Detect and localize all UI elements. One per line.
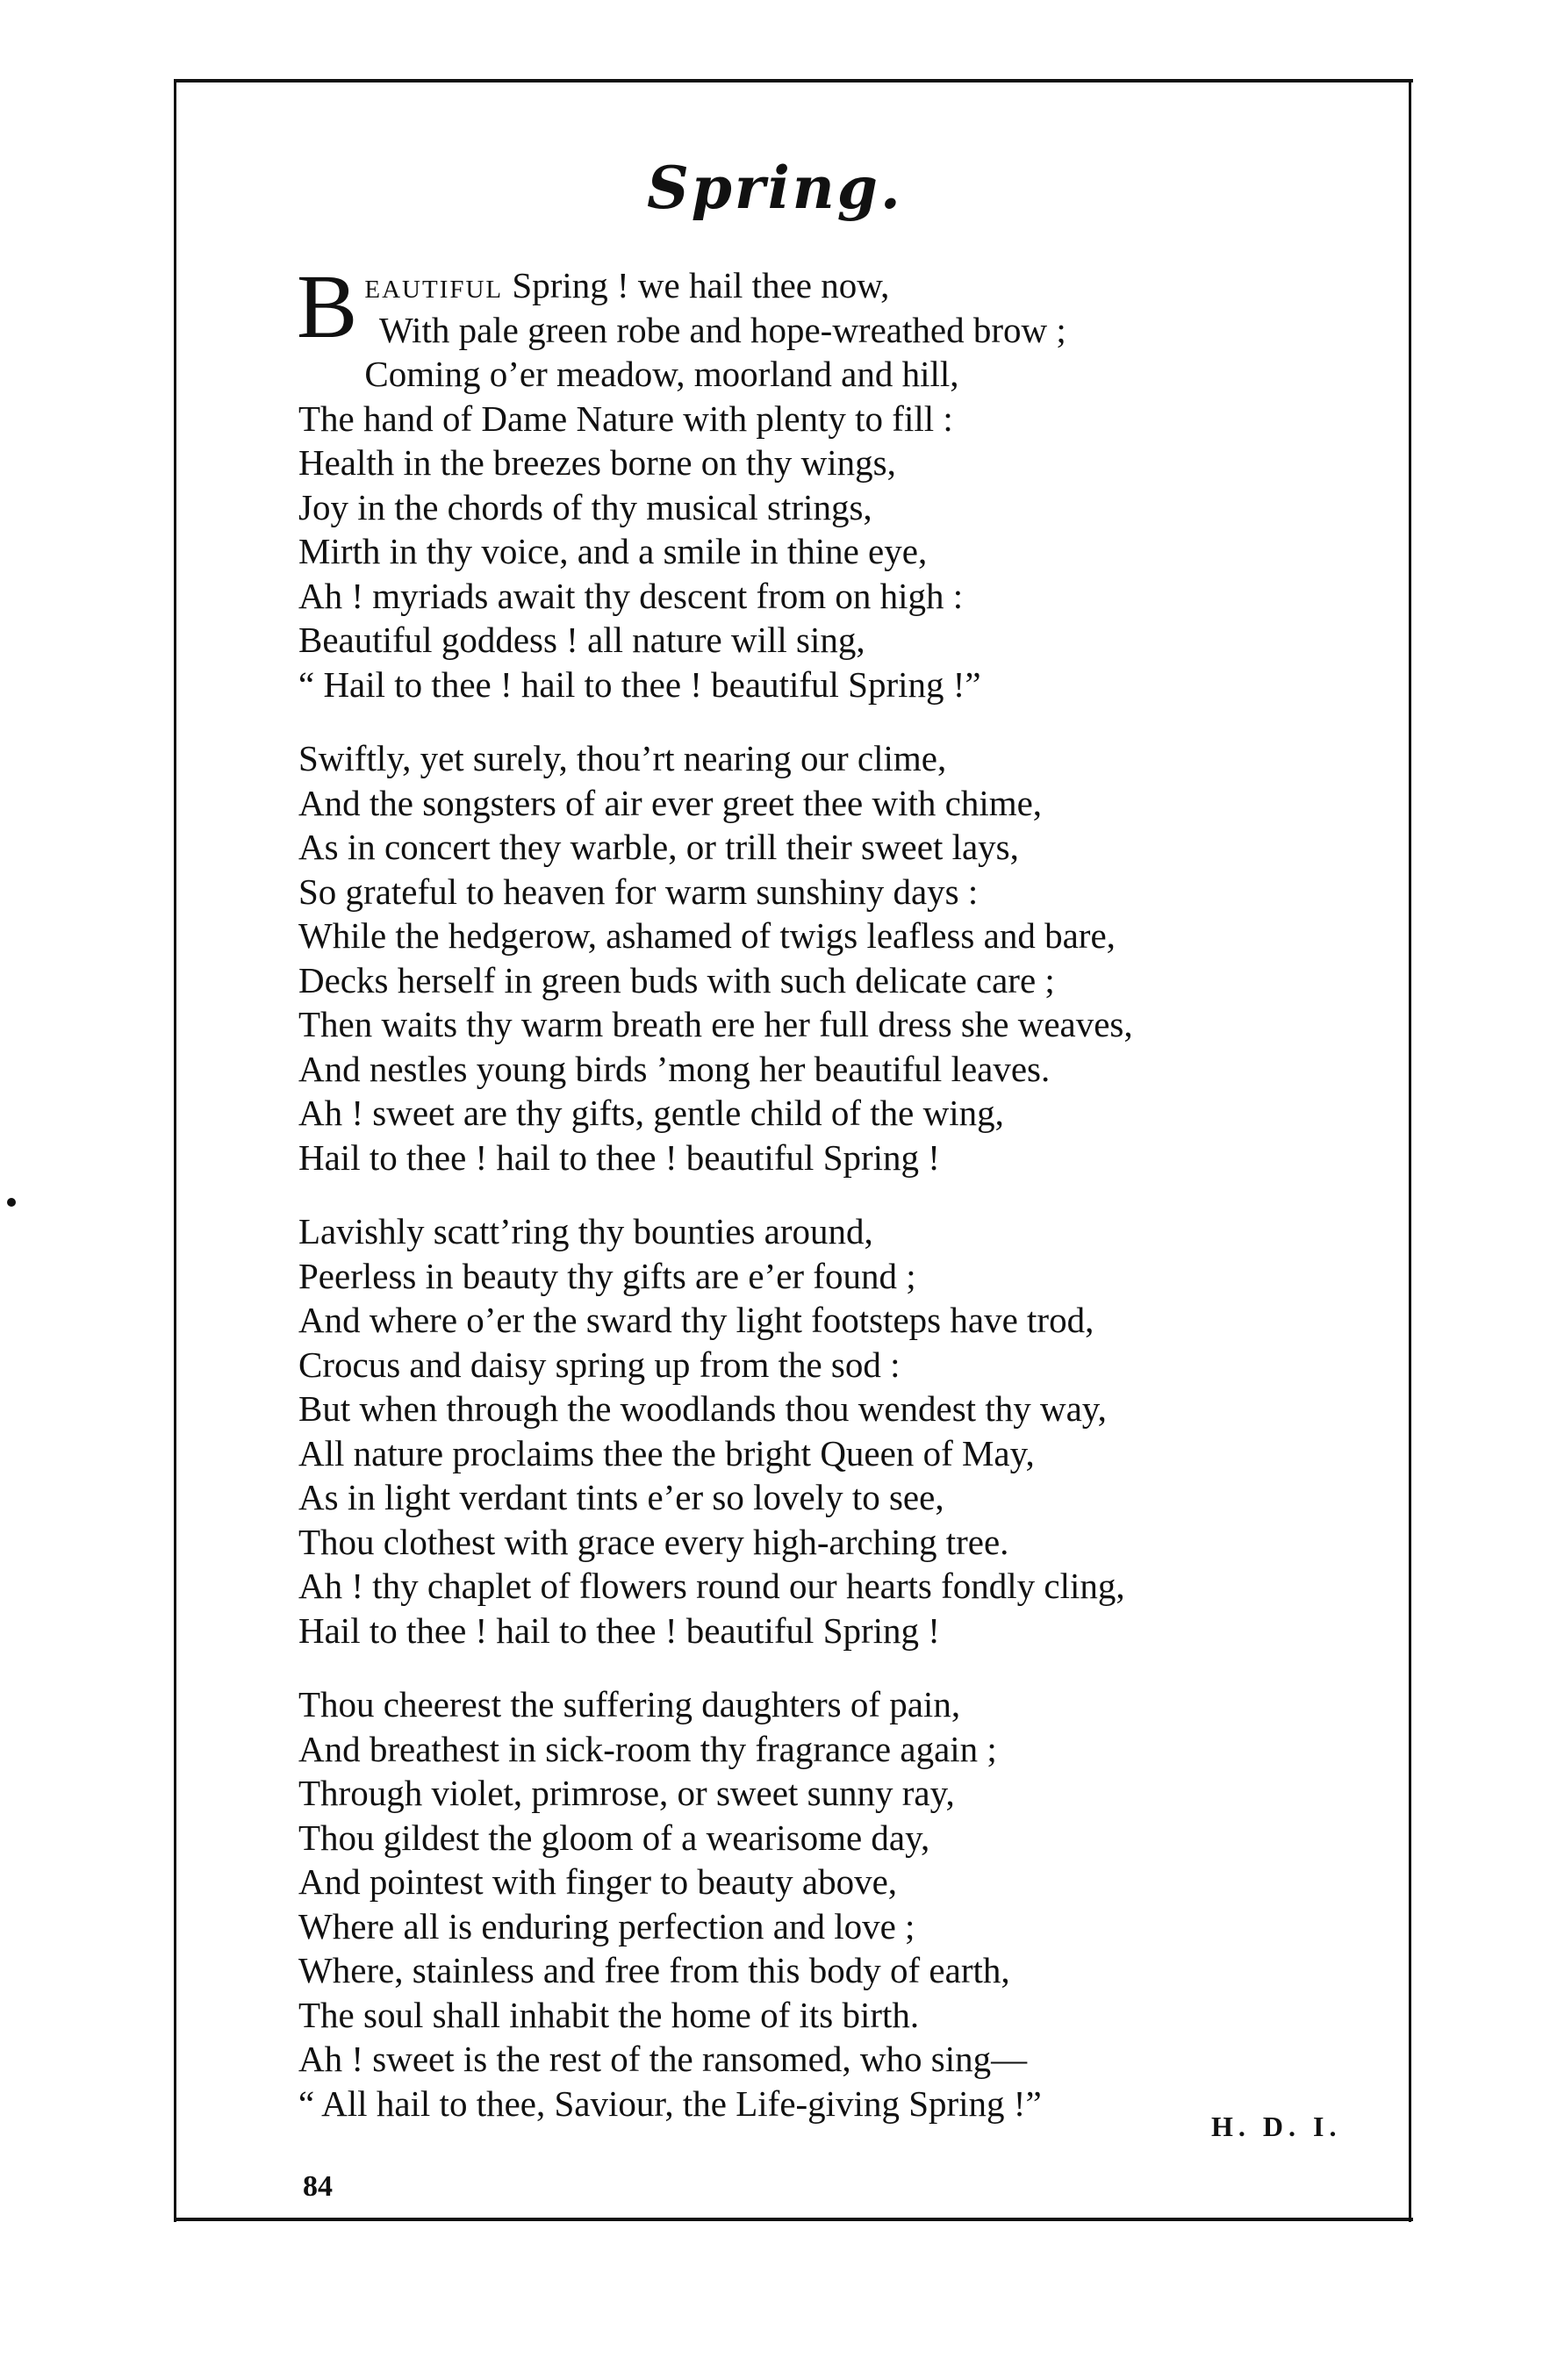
bottom-rule (174, 2218, 1413, 2221)
stanza-3 (298, 1209, 1334, 1652)
author-initials: H. D. I. (1211, 2111, 1342, 2142)
poem-line: Swiftly, yet surely, thou’rt nearing our clime, (298, 738, 947, 778)
poem-line: Peerless in beauty thy gifts are e’er found ; (298, 1255, 916, 1296)
poem-line: Then waits thy warm breath ere her full dress she weaves, (298, 1004, 1133, 1044)
page-number: 84 (303, 2170, 333, 2203)
poem-line: While the hedgerow, ashamed of twigs leafless and bare, (298, 915, 1116, 956)
poem-line: Thou clothest with grace every high-arching tree. (298, 1521, 1009, 1562)
poem-line: The hand of Dame Nature with plenty to fill : (298, 398, 953, 439)
poem-line: With pale green robe and hope-wreathed brow ; (379, 309, 1066, 350)
first-line-rest: Spring ! we hail thee now, (503, 265, 890, 305)
poem-line: And breathest in sick-room thy fragrance again ; (298, 1728, 997, 1769)
poem-line: Ah ! myriads await thy descent from on high : (298, 575, 964, 616)
poem-line: And nestles young birds ’mong her beautiful leaves. (298, 1048, 1051, 1089)
drop-cap: B (297, 256, 358, 357)
poem-line: And the songsters of air ever greet thee with chime, (298, 782, 1043, 823)
stanza-4 (298, 1682, 1334, 2126)
stanza-2 (298, 736, 1334, 1179)
poem-line: As in light verdant tints e’er so lovely to see, (298, 1477, 944, 1517)
poem-line: Thou cheerest the suffering daughters of pain, (298, 1684, 961, 1724)
poem-line: Joy in the chords of thy musical strings, (298, 486, 872, 527)
poem-body (297, 256, 1334, 2155)
poem-line: The soul shall inhabit the home of its birth. (298, 1994, 920, 2035)
poem-line: All nature proclaims thee the bright Queen of May, (298, 1432, 1035, 1473)
poem-title: Spring. (647, 154, 903, 222)
poem-line: Crocus and daisy spring up from the sod : (298, 1344, 901, 1385)
poem-line: Where all is enduring perfection and love ; (298, 1905, 915, 1946)
poem-line: Coming o’er meadow, moorland and hill, (364, 354, 959, 394)
poem-line: Lavishly scatt’ring thy bounties around, (298, 1211, 873, 1251)
poem-line: Ah ! sweet are thy gifts, gentle child of the wing, (298, 1093, 1004, 1133)
poem-line: But when through the woodlands thou wendest thy way, (298, 1388, 1107, 1429)
stanza-1 (297, 256, 1334, 706)
poem-line: As in concert they warble, or trill their sweet lays, (298, 827, 1019, 867)
poem-line: Hail to thee ! hail to thee ! beautiful Spring ! (298, 1136, 940, 1178)
poem-line: Decks herself in green buds with such delicate care ; (298, 959, 1055, 1000)
poem-line: “ All hail to thee, Saviour, the Life-giving Spring !” (298, 2082, 1042, 2124)
margin-dot (7, 1198, 16, 1207)
poem-line: Health in the breezes borne on thy wings, (298, 442, 896, 483)
poem-line: Ah ! thy chaplet of flowers round our hearts fondly cling, (298, 1566, 1125, 1606)
poem-line: Ah ! sweet is the rest of the ransomed, who sing— (298, 2039, 1028, 2079)
poem-line: And where o’er the sward thy light footsteps have trod, (298, 1300, 1094, 1340)
poem-line: Mirth in thy voice, and a smile in thine eye, (298, 531, 928, 571)
poem-line: “ Hail to thee ! hail to thee ! beautiful Spring !” (298, 663, 981, 705)
poem-line: So grateful to heaven for warm sunshiny days : (298, 871, 979, 912)
poem-line: Thou gildest the gloom of a wearisome day, (298, 1817, 930, 1858)
first-word-smallcaps: eautiful (364, 265, 504, 305)
poem-line: Hail to thee ! hail to thee ! beautiful Spring ! (298, 1609, 940, 1651)
poem-line: Through violet, primrose, or sweet sunny ray, (298, 1773, 955, 1813)
poem-line: Beautiful goddess ! all nature will sing, (298, 620, 865, 660)
poem-line: Where, stainless and free from this body of earth, (298, 1950, 1010, 1990)
poem-line: And pointest with finger to beauty above, (298, 1861, 898, 1902)
